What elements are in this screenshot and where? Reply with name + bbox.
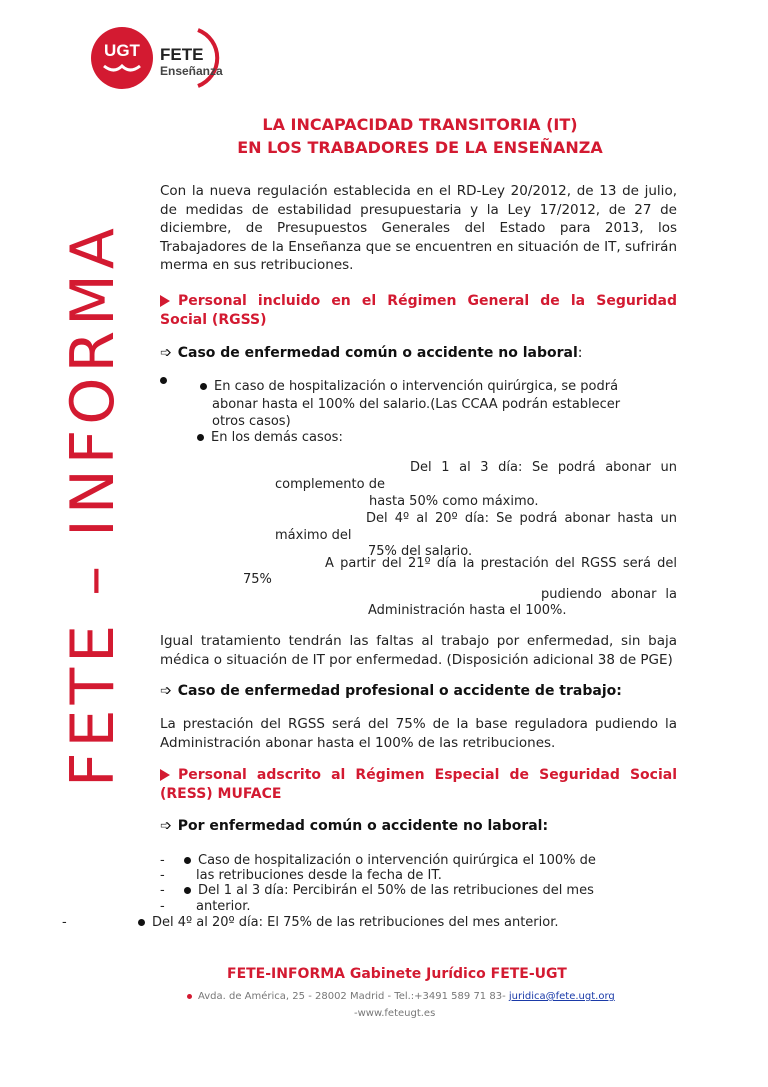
- dash: -: [160, 883, 165, 898]
- muface-line-3: Del 1 al 3 día: Percibirán el 50% de las retribuciones del mes: [198, 883, 594, 898]
- day4-line-b: máximo del: [275, 528, 352, 543]
- dash: -: [160, 899, 165, 914]
- dash: -: [160, 853, 165, 868]
- subsection-muface-title: Por enfermedad común o accidente no laboral:: [177, 818, 549, 834]
- day4-line-a: Del 4º al 20º día: Se podrá abonar hasta un: [366, 511, 677, 526]
- muface-item-5: [138, 914, 559, 932]
- emblem-text: UGT: [104, 41, 140, 60]
- day21-line-b: 75%: [243, 572, 272, 587]
- footer-email-link[interactable]: juridica@fete.ugt.org: [508, 991, 615, 1002]
- bullet-icon: [184, 887, 191, 894]
- subsection-professional-illness-title: Caso de enfermedad profesional o accidente de trabajo:: [177, 683, 622, 699]
- day21-line-a: A partir del 21º día la prestación del RGSS será del: [325, 556, 677, 571]
- hospital-line-1: En caso de hospitalización o intervención quirúrgica, se podrá: [214, 379, 619, 394]
- professional-illness-paragraph: La prestación del RGSS será del 75% de la base reguladora pudiendo la Administración abonar hasta el 100% de las retribuciones.: [160, 716, 677, 751]
- footer-web[interactable]: -www.feteugt.es: [354, 1008, 436, 1019]
- subsection-muface-common-illness: [160, 818, 548, 834]
- day1-line-a: Del 1 al 3 día: Se podrá abonar un: [410, 460, 677, 475]
- day1-line-c: hasta 50% como máximo.: [369, 494, 539, 509]
- subsection-common-illness-title: Caso de enfermedad común o accidente no laboral: [177, 345, 578, 361]
- arrow-right-icon: ➩: [160, 683, 172, 699]
- doc-title-line2: EN LOS TRABADORES DE LA ENSEÑANZA: [237, 138, 603, 157]
- logo-title: FETE: [160, 45, 204, 64]
- bullet-icon: [184, 857, 191, 864]
- intro-paragraph: Con la nueva regulación establecida en el RD-Ley 20/2012, de 13 de julio, de medidas de estabilidad presupuestaria y la Ley 17/2012, de 27 de diciembre, de Presupuestos Generales del Estado para 2013, los Trabajadores de la Enseñanza que se encuentren en situación de IT, sufrirán merma en sus retribuciones.: [160, 183, 677, 273]
- hospital-line-3: otros casos): [212, 414, 291, 429]
- muface-item-5-dash: -: [62, 915, 67, 930]
- bullet-icon: [200, 383, 207, 390]
- bullet-icon: [160, 377, 167, 384]
- day1-line-b: complemento de: [275, 477, 385, 492]
- muface-line-4: anterior.: [196, 899, 251, 914]
- muface-line-5: Del 4º al 20º día: El 75% de las retribuciones del mes anterior.: [152, 915, 559, 930]
- triangle-icon: [160, 769, 170, 781]
- bullet-icon: [138, 919, 145, 926]
- subsection-common-illness: [160, 345, 582, 361]
- doc-title-line1: LA INCAPACIDAD TRANSITORIA (IT): [262, 115, 578, 134]
- other-cases-item: [197, 429, 343, 447]
- empty-bullet: [160, 370, 174, 389]
- other-cases-label: En los demás casos:: [211, 430, 343, 445]
- arrow-right-icon: ➩: [160, 818, 172, 834]
- subsection-colon: :: [577, 345, 583, 361]
- hospital-line-2: abonar hasta el 100% del salario.(Las CCAA podrán establecer: [212, 397, 621, 412]
- logo-subtitle: Enseñanza: [160, 64, 223, 78]
- hospital-item: [200, 378, 618, 396]
- day4-line-c: 75% del salario.: [368, 544, 473, 559]
- equal-treatment-paragraph: Igual tratamiento tendrán las faltas al trabajo por enfermedad, sin baja médica o situación de IT por enfermedad. (Disposición adicional 38 de PGE): [160, 633, 677, 668]
- footer-address-line: [187, 991, 615, 1002]
- muface-line-2: las retribuciones desde la fecha de IT.: [196, 868, 442, 883]
- section-rgss-heading: [160, 292, 677, 329]
- muface-line-1: Caso de hospitalización o intervención quirúrgica el 100% de: [198, 853, 596, 868]
- bullet-icon: [197, 434, 204, 441]
- day21-line-d: Administración hasta el 100%.: [368, 603, 567, 618]
- subsection-professional-illness: [160, 683, 622, 699]
- vertical-banner-text: FETE – INFORMA: [58, 223, 128, 787]
- triangle-icon: [160, 295, 170, 307]
- section-rgss-title: Personal incluido en el Régimen General de la Seguridad Social (RGSS): [160, 293, 677, 328]
- dash: -: [160, 868, 165, 883]
- footer-address: Avda. de América, 25 - 28002 Madrid - Tel.:+3491 589 71 83-: [198, 991, 506, 1002]
- section-muface-heading: [160, 766, 677, 803]
- footer-title: FETE-INFORMA Gabinete Jurídico FETE-UGT: [227, 966, 567, 982]
- vertical-banner: [58, 185, 128, 825]
- section-muface-title: Personal adscrito al Régimen Especial de Seguridad Social (RESS) MUFACE: [160, 767, 677, 802]
- day21-line-c: pudiendo abonar la: [541, 587, 677, 602]
- red-dot-icon: [187, 994, 192, 999]
- arrow-right-icon: ➩: [160, 345, 172, 361]
